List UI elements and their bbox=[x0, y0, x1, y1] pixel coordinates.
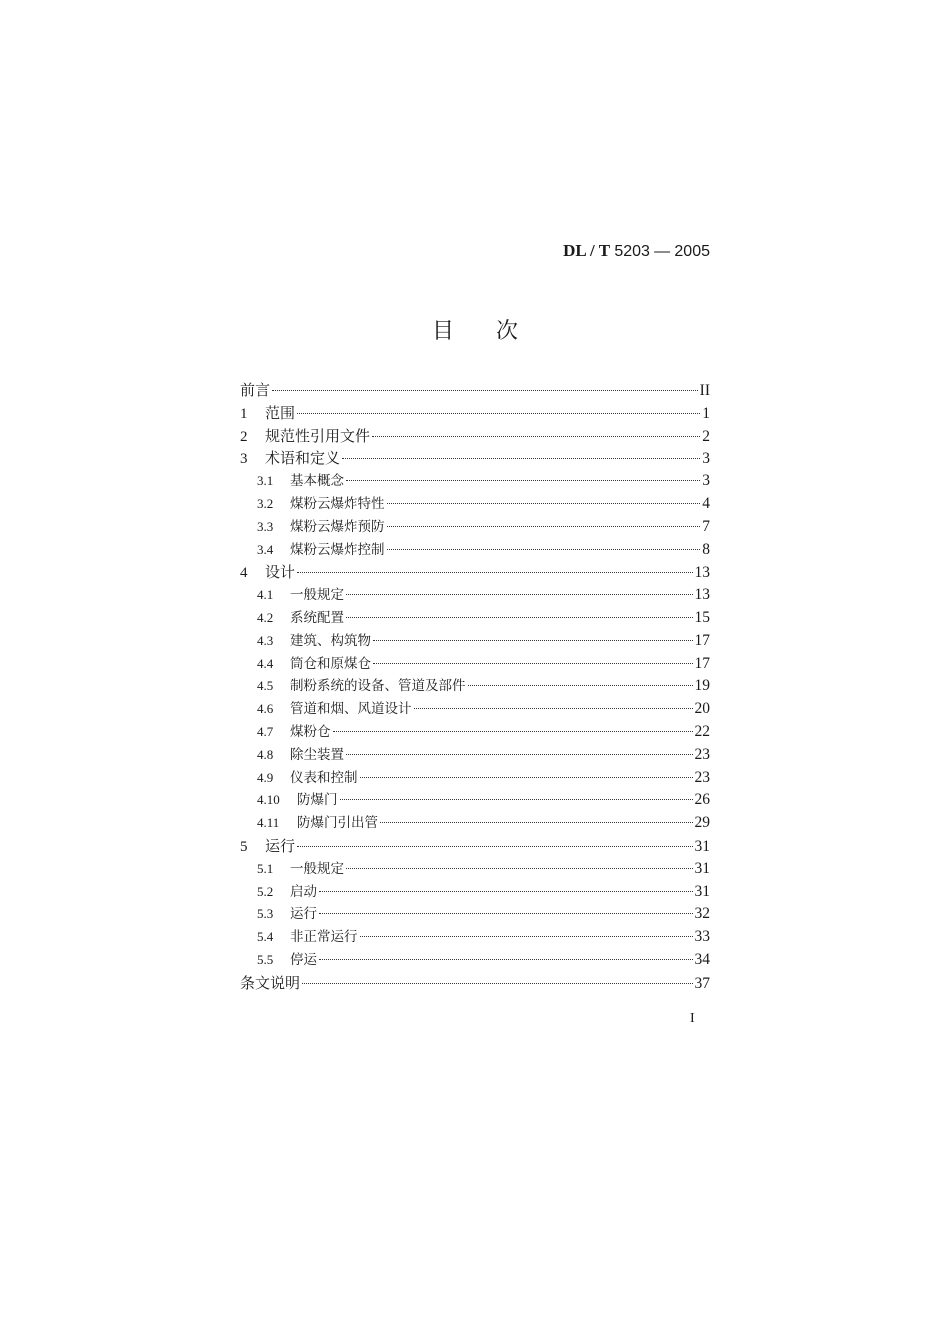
toc-entry[interactable] bbox=[240, 698, 710, 721]
toc-entry-page: 37 bbox=[694, 974, 710, 992]
toc-entry[interactable] bbox=[240, 630, 710, 653]
toc-entry-label: 煤粉仓 bbox=[290, 723, 331, 740]
toc-entry-number: 3.4 bbox=[257, 541, 274, 557]
toc-entry-number: 5.3 bbox=[257, 906, 274, 922]
toc-leader-dots bbox=[342, 458, 700, 459]
toc-entry-label: 一般规定 bbox=[290, 860, 344, 877]
toc-leader-dots bbox=[346, 594, 693, 595]
toc-entry-label: 非正常运行 bbox=[290, 929, 358, 946]
toc-entry-number: 5.5 bbox=[257, 951, 274, 967]
toc-entry-number: 2 bbox=[240, 428, 248, 445]
toc-leader-dots bbox=[319, 891, 693, 892]
toc-entry-page: 17 bbox=[694, 631, 710, 649]
toc-leader-dots bbox=[319, 959, 693, 960]
toc-entry-label: 防爆门引出管 bbox=[297, 815, 378, 832]
toc-entry-page: 32 bbox=[694, 905, 710, 923]
toc-leader-dots bbox=[387, 526, 701, 527]
toc-leader-dots bbox=[297, 413, 700, 414]
toc-leader-dots bbox=[272, 390, 698, 391]
toc-entry[interactable] bbox=[240, 470, 710, 493]
toc-entry[interactable] bbox=[240, 835, 710, 858]
toc-leader-dots bbox=[387, 503, 701, 504]
toc-leader-dots bbox=[380, 822, 693, 823]
toc-leader-dots bbox=[360, 777, 693, 778]
toc-entry-page: 2 bbox=[702, 427, 710, 445]
toc-entry-number: 4.11 bbox=[257, 815, 280, 831]
toc-entry[interactable] bbox=[240, 858, 710, 881]
toc-entry-label: 一般规定 bbox=[290, 587, 344, 604]
toc-entry-number: 4.8 bbox=[257, 746, 274, 762]
toc-entry-page: 26 bbox=[694, 791, 710, 809]
toc-entry-label: 规范性引用文件 bbox=[265, 426, 371, 445]
toc-entry-label: 制粉系统的设备、管道及部件 bbox=[290, 678, 466, 695]
toc-entry-number: 5.1 bbox=[257, 860, 274, 876]
toc-entry-number: 4.10 bbox=[257, 792, 280, 808]
toc-leader-dots bbox=[333, 731, 693, 732]
toc-entry-label: 除尘装置 bbox=[290, 746, 344, 763]
toc-leader-dots bbox=[297, 846, 692, 847]
toc-entry-number: 3.2 bbox=[257, 495, 274, 511]
toc-entry[interactable] bbox=[240, 812, 710, 835]
toc-entry[interactable] bbox=[240, 675, 710, 698]
toc-entry-page: 29 bbox=[694, 814, 710, 832]
toc-entry-page: 15 bbox=[694, 608, 710, 626]
toc-entry-page: 33 bbox=[694, 928, 710, 946]
toc-entry[interactable] bbox=[240, 447, 710, 470]
toc-entry-number: 3.3 bbox=[257, 518, 274, 534]
toc-entry-number: 1 bbox=[240, 405, 248, 422]
toc-entry[interactable] bbox=[240, 926, 710, 949]
toc-entry[interactable] bbox=[240, 972, 710, 995]
toc-entry-number: 4.9 bbox=[257, 769, 274, 785]
toc-entry-page: 3 bbox=[702, 450, 710, 468]
toc-entry-page: 22 bbox=[694, 722, 710, 740]
table-of-contents bbox=[240, 379, 710, 995]
toc-leader-dots bbox=[319, 913, 693, 914]
page-number: I bbox=[690, 1011, 695, 1026]
toc-leader-dots bbox=[297, 572, 692, 573]
title-char-2: 次 bbox=[496, 319, 519, 344]
toc-entry-label: 筒仓和原煤仓 bbox=[290, 655, 371, 672]
toc-entry-number: 4.7 bbox=[257, 723, 274, 739]
toc-entry-page: 34 bbox=[694, 950, 710, 968]
toc-entry-page: 17 bbox=[694, 654, 710, 672]
toc-entry[interactable] bbox=[240, 607, 710, 630]
toc-entry-number: 5.2 bbox=[257, 883, 274, 899]
toc-entry-number: 4.1 bbox=[257, 587, 274, 603]
toc-entry-page: II bbox=[699, 382, 710, 399]
standard-prefix: DL / T bbox=[563, 241, 611, 260]
toc-entry-page: 3 bbox=[702, 472, 710, 490]
toc-entry[interactable] bbox=[240, 881, 710, 904]
toc-entry-label: 煤粉云爆炸预防 bbox=[290, 518, 385, 535]
toc-entry-label: 设计 bbox=[265, 563, 296, 582]
toc-entry-page: 7 bbox=[702, 517, 710, 535]
standard-year: 2005 bbox=[674, 243, 710, 260]
toc-entry[interactable] bbox=[240, 767, 710, 790]
toc-entry-page: 31 bbox=[694, 882, 710, 900]
toc-leader-dots bbox=[302, 983, 692, 984]
toc-entry-label: 建筑、构筑物 bbox=[290, 632, 371, 649]
toc-leader-dots bbox=[346, 754, 693, 755]
page-title bbox=[0, 314, 950, 345]
toc-leader-dots bbox=[346, 480, 700, 481]
toc-entry[interactable] bbox=[240, 789, 710, 812]
toc-entry-number: 5.4 bbox=[257, 929, 274, 945]
toc-entry-label: 前言 bbox=[240, 381, 271, 399]
toc-entry-label: 条文说明 bbox=[240, 973, 301, 992]
toc-entry[interactable] bbox=[240, 744, 710, 767]
toc-entry-number: 5 bbox=[240, 838, 248, 855]
toc-entry[interactable] bbox=[240, 425, 710, 448]
toc-entry[interactable] bbox=[240, 379, 710, 402]
toc-entry[interactable] bbox=[240, 516, 710, 539]
toc-entry-page: 13 bbox=[694, 586, 710, 604]
toc-leader-dots bbox=[346, 617, 693, 618]
toc-entry-page: 8 bbox=[702, 540, 710, 558]
toc-entry-number: 4 bbox=[240, 565, 248, 582]
toc-entry[interactable] bbox=[240, 539, 710, 562]
toc-entry-label: 防爆门 bbox=[297, 792, 338, 809]
toc-entry-number: 4.2 bbox=[257, 609, 274, 625]
toc-entry-label: 管道和烟、风道设计 bbox=[290, 701, 412, 718]
toc-entry-number: 3 bbox=[240, 451, 248, 468]
toc-entry-number: 3.1 bbox=[257, 473, 274, 489]
toc-entry[interactable] bbox=[240, 561, 710, 584]
toc-entry-number: 4.3 bbox=[257, 632, 274, 648]
toc-entry-label: 系统配置 bbox=[290, 609, 344, 626]
toc-entry[interactable] bbox=[240, 721, 710, 744]
title-char-1: 目 bbox=[431, 319, 454, 344]
toc-entry-label: 煤粉云爆炸特性 bbox=[290, 495, 385, 512]
standard-separator: — bbox=[654, 243, 671, 260]
toc-entry-number: 4.5 bbox=[257, 678, 274, 694]
toc-entry-label: 运行 bbox=[290, 906, 317, 923]
toc-leader-dots bbox=[346, 868, 693, 869]
standard-number: 5203 bbox=[614, 243, 650, 260]
toc-entry-label: 仪表和控制 bbox=[290, 769, 358, 786]
toc-entry-page: 31 bbox=[694, 859, 710, 877]
toc-leader-dots bbox=[468, 685, 693, 686]
toc-entry-label: 范围 bbox=[265, 403, 296, 422]
toc-entry-page: 4 bbox=[702, 494, 710, 512]
toc-entry-label: 停运 bbox=[290, 951, 317, 968]
toc-entry-label: 术语和定义 bbox=[265, 449, 341, 468]
toc-leader-dots bbox=[360, 936, 693, 937]
toc-entry-page: 13 bbox=[694, 564, 710, 582]
toc-leader-dots bbox=[414, 708, 693, 709]
toc-entry-label: 煤粉云爆炸控制 bbox=[290, 541, 385, 558]
toc-leader-dots bbox=[373, 663, 693, 664]
toc-entry[interactable] bbox=[240, 653, 710, 676]
toc-entry[interactable] bbox=[240, 493, 710, 516]
toc-leader-dots bbox=[387, 549, 701, 550]
toc-entry[interactable] bbox=[240, 903, 710, 926]
toc-entry-label: 基本概念 bbox=[290, 473, 344, 490]
standard-code bbox=[563, 241, 710, 261]
toc-leader-dots bbox=[340, 799, 693, 800]
toc-entry-page: 20 bbox=[694, 700, 710, 718]
toc-entry[interactable] bbox=[240, 584, 710, 607]
toc-entry-label: 运行 bbox=[265, 836, 296, 855]
toc-entry-page: 23 bbox=[694, 745, 710, 763]
toc-entry-number: 4.4 bbox=[257, 655, 274, 671]
toc-entry-page: 19 bbox=[694, 677, 710, 695]
toc-entry-label: 启动 bbox=[290, 883, 317, 900]
toc-leader-dots bbox=[373, 640, 693, 641]
toc-leader-dots bbox=[372, 436, 700, 437]
toc-entry[interactable] bbox=[240, 949, 710, 972]
toc-entry[interactable] bbox=[240, 402, 710, 425]
toc-entry-page: 31 bbox=[694, 837, 710, 855]
toc-entry-page: 1 bbox=[702, 404, 710, 422]
toc-entry-number: 4.6 bbox=[257, 701, 274, 717]
toc-entry-page: 23 bbox=[694, 768, 710, 786]
